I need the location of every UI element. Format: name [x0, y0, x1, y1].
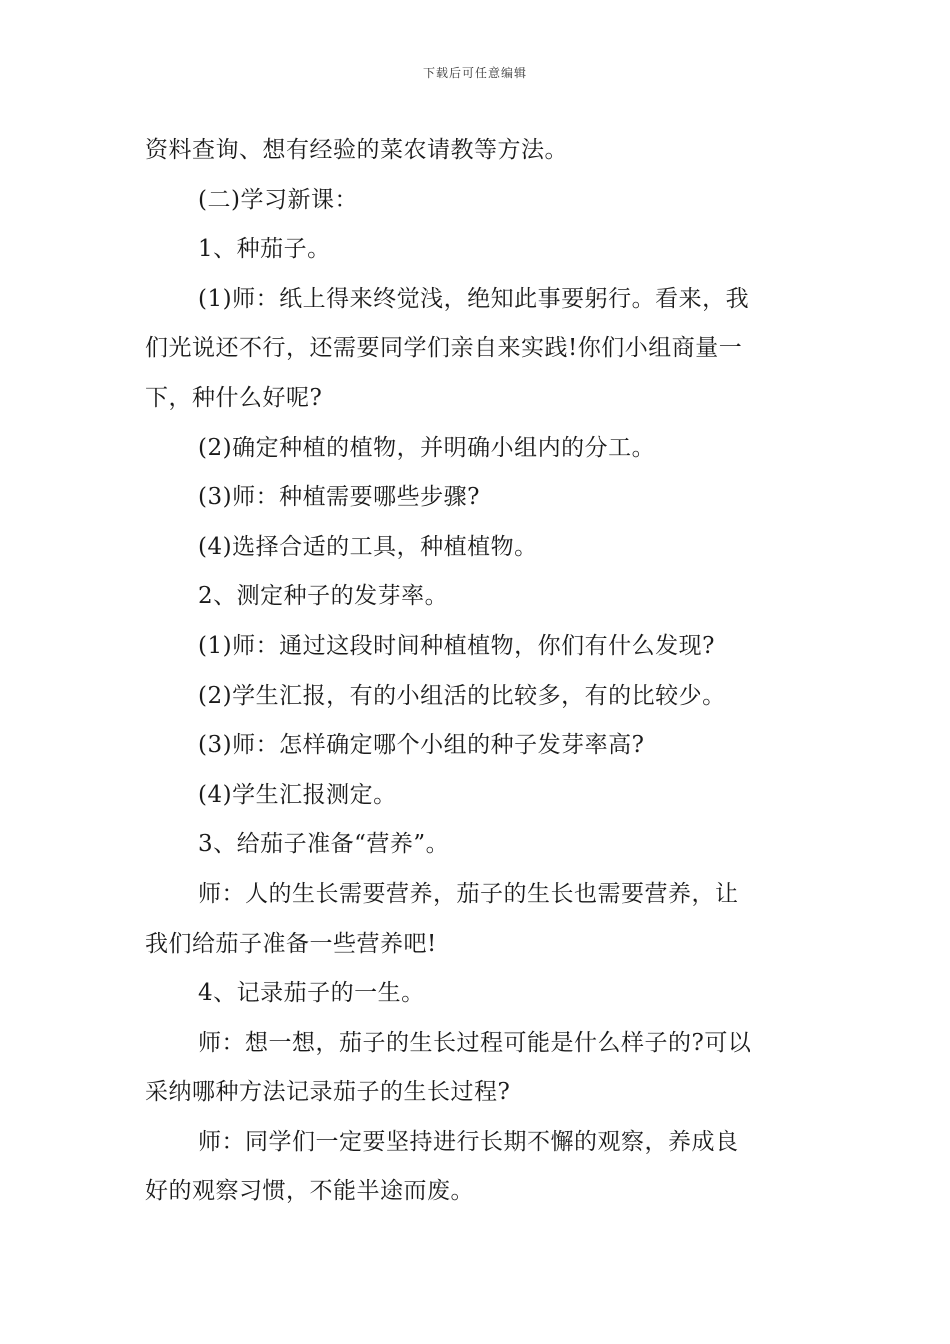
text-line: 师：同学们一定要坚持进行长期不懈的观察，养成良 [198, 1128, 739, 1155]
text-line: 我们给茄子准备一些营养吧! [145, 930, 437, 957]
text-line: 1、种茄子。 [198, 236, 331, 263]
text-line: (2)确定种植的植物，并明确小组内的分工。 [198, 434, 656, 461]
text-line: (1)师：通过这段时间种植植物，你们有什么发现? [198, 632, 715, 659]
text-line: (4)学生汇报测定。 [198, 781, 397, 808]
text-line: (二)学习新课： [198, 186, 358, 213]
text-line: (4)选择合适的工具，种植植物。 [198, 533, 538, 560]
text-line: (1)师：纸上得来终觉浅，绝知此事要躬行。看来，我 [198, 285, 750, 312]
text-line: 下，种什么好呢? [145, 384, 323, 411]
text-line: 2、测定种子的发芽率。 [198, 583, 449, 610]
text-line: 师：人的生长需要营养，茄子的生长也需要营养，让 [198, 880, 739, 907]
text-line: 们光说还不行，还需要同学们亲自来实践!你们小组商量一 [145, 335, 743, 362]
text-line: 师：想一想，茄子的生长过程可能是什么样子的?可以 [198, 1029, 752, 1056]
text-line: (3)师：种植需要哪些步骤? [198, 484, 480, 511]
text-line: 资料查询、想有经验的菜农请教等方法。 [145, 137, 568, 163]
text-line: (2)学生汇报，有的小组活的比较多，有的比较少。 [198, 682, 726, 709]
document-body [145, 126, 810, 1217]
text-line: 好的观察习惯，不能半途而废。 [145, 1178, 474, 1205]
text-line: 4、记录茄子的一生。 [198, 980, 425, 1007]
text-line: (3)师：怎样确定哪个小组的种子发芽率高? [198, 732, 645, 759]
text-line: 3、给茄子准备“营养”。 [198, 831, 450, 858]
page-header: 下载后可任意编辑 [422, 66, 527, 80]
text-line: 采纳哪种方法记录茄子的生长过程? [145, 1079, 511, 1106]
